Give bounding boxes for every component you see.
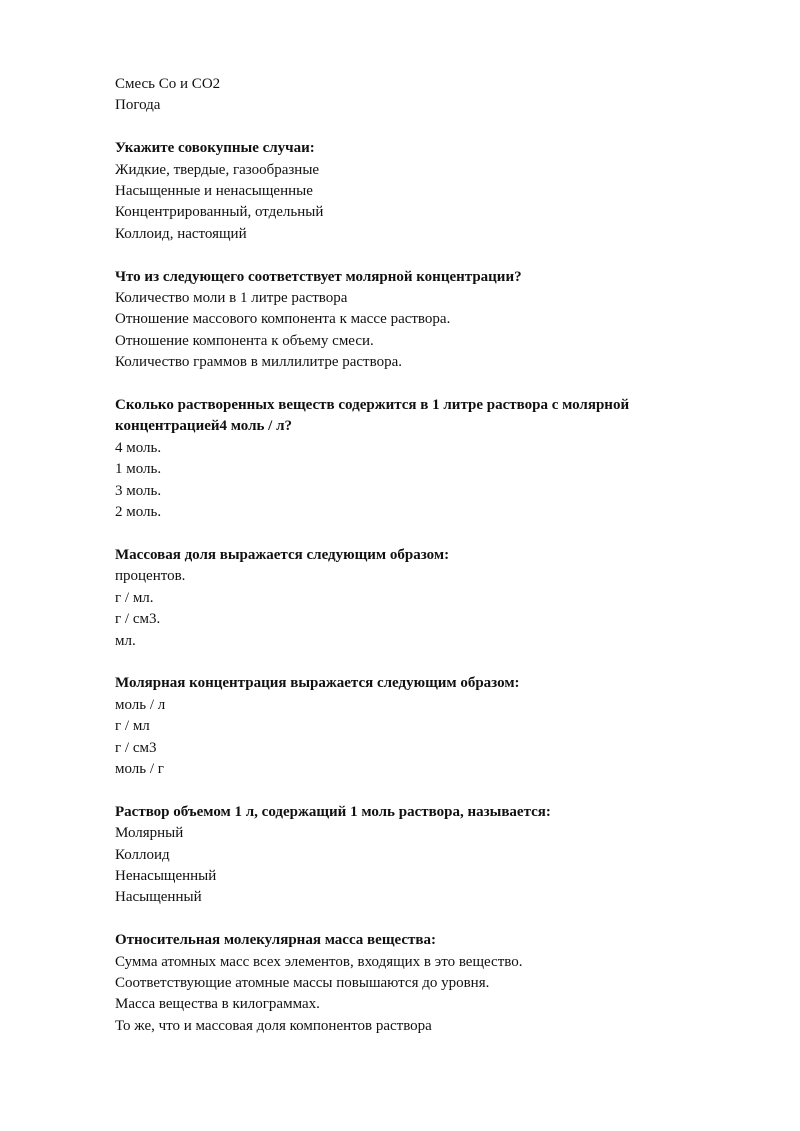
answer-option: процентов. xyxy=(115,568,186,585)
answer-option: Масса вещества в килограммах. xyxy=(115,996,320,1013)
answer-option: г / см3. xyxy=(115,611,161,628)
spacer xyxy=(115,523,675,544)
question-title: Укажите совокупные случаи: xyxy=(115,140,315,157)
answer-option: Отношение массового компонента к массе раствора. xyxy=(115,311,451,328)
spacer xyxy=(115,780,675,801)
answer-option: Количество граммов в миллилитре раствора. xyxy=(115,354,402,371)
document-body xyxy=(115,74,675,1037)
answer-option: Жидкие, твердые, газообразные xyxy=(115,161,320,178)
question-title: Что из следующего соответствует молярной концентрации? xyxy=(115,268,522,285)
answer-option: 2 моль. xyxy=(115,504,162,521)
answer-option: Сумма атомных масс всех элементов, входящих в это вещество. xyxy=(115,953,523,970)
spacer xyxy=(115,652,675,673)
answer-option: 3 моль. xyxy=(115,482,162,499)
spacer xyxy=(115,909,675,930)
answer-option: Ненасыщенный xyxy=(115,867,217,884)
intro-line: Погода xyxy=(115,97,161,114)
answer-option: Количество моли в 1 литре раствора xyxy=(115,290,348,307)
answer-option: моль / л xyxy=(115,696,166,713)
question-title: Относительная молекулярная масса вещества: xyxy=(115,932,436,949)
answer-option: Коллоид, настоящий xyxy=(115,225,247,242)
spacer xyxy=(115,245,675,266)
answer-option: Соответствующие атомные массы повышаются до уровня. xyxy=(115,974,490,991)
answer-option: Насыщенный xyxy=(115,889,202,906)
answer-option: Молярный xyxy=(115,825,184,842)
answer-option: мл. xyxy=(115,632,136,649)
spacer xyxy=(115,374,675,395)
answer-option: моль / г xyxy=(115,760,164,777)
question-title: Раствор объемом 1 л, содержащий 1 моль раствора, называется: xyxy=(115,803,551,820)
answer-option: То же, что и массовая доля компонентов раствора xyxy=(115,1017,432,1034)
answer-option: 1 моль. xyxy=(115,461,162,478)
answer-option: Концентрированный, отдельный xyxy=(115,204,324,221)
answer-option: г / см3 xyxy=(115,739,157,756)
answer-option: Отношение компонента к объему смеси. xyxy=(115,332,374,349)
answer-option: Насыщенные и ненасыщенные xyxy=(115,183,313,200)
question-title: Молярная концентрация выражается следующим образом: xyxy=(115,675,520,692)
answer-option: Коллоид xyxy=(115,846,170,863)
intro-line: Смесь Со и СО2 xyxy=(115,76,221,92)
spacer xyxy=(115,117,675,138)
question-title: Сколько растворенных веществ содержится в 1 литре раствора с молярной концентрацией4 моль / л? xyxy=(115,397,630,435)
answer-option: 4 моль. xyxy=(115,439,162,456)
question-title: Массовая доля выражается следующим образом: xyxy=(115,546,450,563)
answer-option: г / мл. xyxy=(115,589,154,606)
answer-option: г / мл xyxy=(115,718,150,735)
